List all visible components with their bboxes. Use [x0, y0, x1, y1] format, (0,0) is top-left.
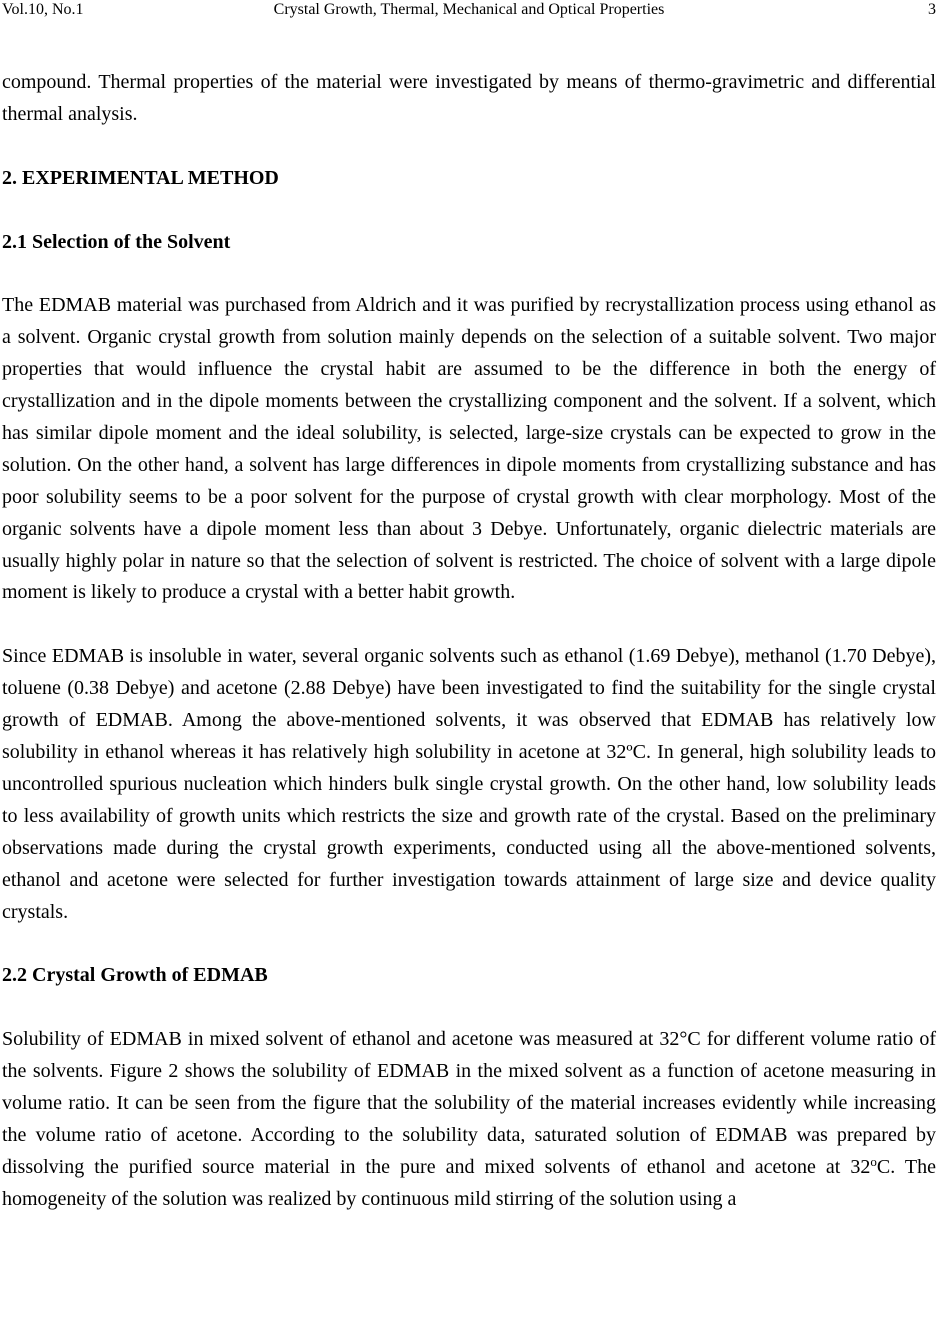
paragraph-gap — [2, 195, 936, 227]
page-number: 3 — [928, 1, 936, 18]
paragraph-gap — [2, 258, 936, 290]
solvent-paragraph-1: The EDMAB material was purchased from Aldrich and it was purified by recrystallization process using ethanol as a solvent. Organic crystal growth from solution mainly depends on the selection of a suitable solvent. Two major properties that would influence the crystal habit are assumed to be the difference in both the energy of crystallization and in the dipole moments between the crystallizing component and the solvent. If a solvent, which has similar dipole moment and the ideal solubility, is selected, large-size crystals can be expected to grow in the solution. On the other hand, a solvent has large differences in dipole moments from crystallizing substance and has poor solubility seems to be a poor solvent for the purpose of crystal growth with clear morphology. Most of the organic solvents have a dipole moment less than about 3 Debye. Unfortunately, organic dielectric materials are usually highly polar in nature so that the selection of solvent is restricted. The choice of solvent with a large dipole moment is likely to produce a crystal with a better habit growth. — [2, 294, 936, 604]
section-heading-experimental-method: 2. EXPERIMENTAL METHOD — [2, 166, 279, 189]
running-header — [0, 0, 938, 24]
intro-paragraph: compound. Thermal properties of the material were investigated by means of thermo-gravimetric and differential thermal analysis. — [2, 71, 936, 125]
degree-superscript: o — [870, 1153, 877, 1169]
journal-volume: Vol.10, No.1 — [2, 1, 84, 18]
paragraph-gap — [2, 131, 936, 163]
crystal-growth-text-part-1: Solubility of EDMAB in mixed solvent of ethanol and acetone was measured at 32°C for different volume ratio of the solvents. Figure 2 shows the solubility of EDMAB in the mixed solvent as a function of acetone measuring in volume ratio. It can be seen from the figure that the solubility of the material increases evidently while increasing the volume ratio of acetone. According to the solubility data, saturated solution of EDMAB was prepared by dissolving the purified source material in the pure and mixed solvents of ethanol and acetone at 32 — [2, 1028, 936, 1178]
paragraph-gap — [2, 609, 936, 641]
paragraph-gap — [2, 992, 936, 1024]
crystal-growth-text-part-2: C. The homogeneity of the solution was realized by continuous mild stirring of the solution using a — [2, 1155, 936, 1210]
paragraph-gap — [2, 928, 936, 960]
solvent-paragraph-2: Since EDMAB is insoluble in water, several organic solvents such as ethanol (1.69 Debye), methanol (1.70 Debye), toluene (0.38 Debye) and acetone (2.88 Debye) have been investigated to find the suitability for the single crystal growth of EDMAB. Among the above-mentioned solvents, it was observed that EDMAB has relatively low solubility in ethanol whereas it has relatively high solubility in acetone at 32ºC. In general, high solubility leads to uncontrolled spurious nucleation which hinders bulk single crystal growth. On the other hand, low solubility leads to less availability of growth units which restricts the size and growth rate of the crystal. Based on the preliminary observations made during the crystal growth experiments, conducted using all the above-mentioned solvents, ethanol and acetone were selected for further investigation towards attainment of large size and device quality crystals. — [2, 645, 936, 923]
crystal-growth-paragraph — [2, 1024, 936, 1215]
running-title: Crystal Growth, Thermal, Mechanical and Optical Properties — [273, 1, 665, 18]
subsection-heading-crystal-growth: 2.2 Crystal Growth of EDMAB — [2, 964, 268, 987]
subsection-heading-selection-of-solvent: 2.1 Selection of the Solvent — [2, 230, 231, 253]
body-text — [2, 67, 936, 1216]
